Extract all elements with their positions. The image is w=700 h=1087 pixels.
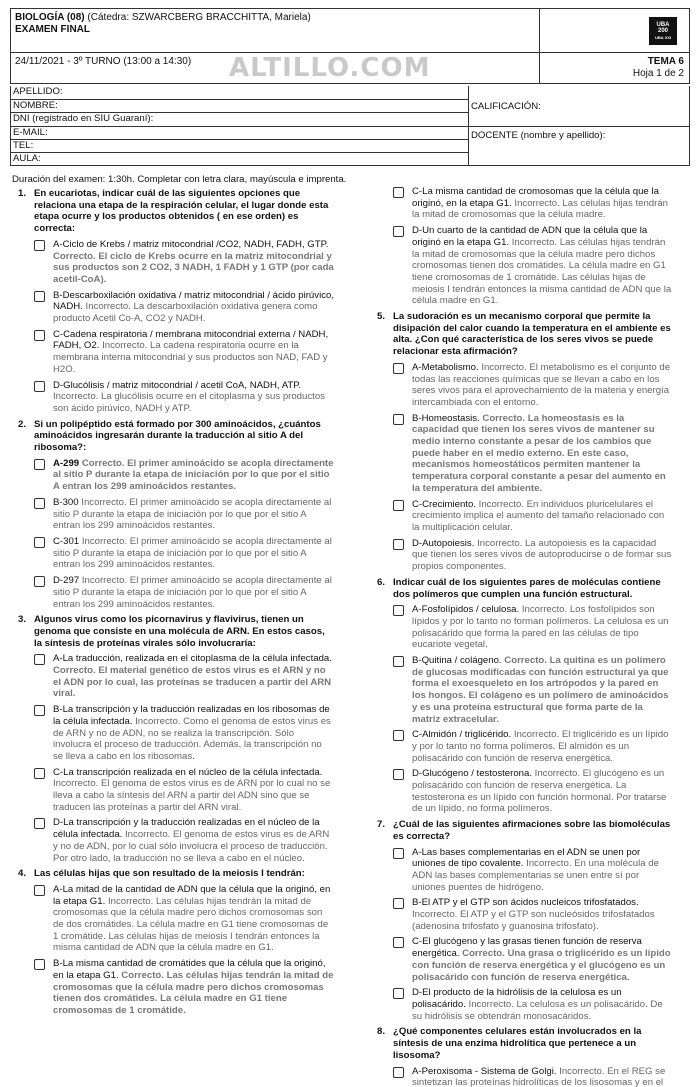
question-4: 4. Las células hijas que son resultado de la meiosis I tendrán: <box>17 868 305 880</box>
exam-type: EXAMEN FINAL <box>15 24 90 36</box>
page-count: Hoja 1 de 2 <box>632 68 684 80</box>
checkbox[interactable] <box>34 537 45 548</box>
watermark: ALTILLO.COM <box>229 53 431 83</box>
student-form <box>10 86 690 166</box>
exam-instructions: Duración del examen: 1:30h. Completar con letra clara, mayúscula e imprenta. <box>12 174 347 185</box>
tema-label: TEMA 6 <box>647 56 684 67</box>
checkbox[interactable] <box>393 988 404 999</box>
checkbox[interactable] <box>393 605 404 616</box>
checkbox[interactable] <box>393 226 404 237</box>
checkbox[interactable] <box>393 656 404 667</box>
checkbox[interactable] <box>393 730 404 741</box>
exam-title-block <box>11 9 539 52</box>
checkbox[interactable] <box>34 576 45 587</box>
checkbox[interactable] <box>34 240 45 251</box>
checkbox[interactable] <box>34 381 45 392</box>
checkbox[interactable] <box>393 848 404 859</box>
right-column <box>376 186 673 1087</box>
option-3b[interactable]: B-La transcripción y la traducción realizadas en los ribosomas de la célula infectada. Incorrecto. Como el genoma de estos virus es de ARN y no de ADN, no se realiza la transcripción. Sólo involucra el proceso de traducción. Además, la transcripción no se lleva a cabo en los ribosomas. <box>34 704 334 763</box>
checkbox[interactable] <box>34 959 45 970</box>
question-1: 1. En eucariotas, indicar cuál de las siguientes opciones que relaciona una etapa de la respiración celular, el lugar donde esta etapa ocurre y los productos obtenidos ( en ese orden) es correcta: <box>17 188 329 235</box>
option-2b[interactable]: B-300 Incorrecto. El primer aminoácido se acopla directamente al sitio P durante la etapa de iniciación por lo que por el sitio A entran los 299 aminoácidos restantes. <box>34 497 334 532</box>
field-nombre[interactable]: NOMBRE: <box>11 99 468 112</box>
field-email[interactable]: E-MAIL: <box>11 126 468 139</box>
docente-field[interactable]: DOCENTE (nombre y apellido): <box>471 130 606 141</box>
exam-header <box>10 8 690 84</box>
checkbox[interactable] <box>34 459 45 470</box>
option-6c[interactable]: C-Almidón / triglicérido. Incorrecto. El triglicérido es un lípido y por lo tanto no forma polímeros. El almidón es un polisacárido con función de reserva energética. <box>393 729 673 764</box>
option-4d[interactable]: D-Un cuarto de la cantidad de ADN que la célula que la originó en la etapa G1. Incorrecto. Las células hijas tendrán la mitad de cromosomas que la célula madre pero dichos cromosomas tienen dos cromátides. La célula madre en G1 tiene cromosomas de 1 cromátide. Las células hijas de meiosis I tendrán entonces la misma cantidad de ADN que la célula madre en G1. <box>393 225 673 307</box>
option-1b[interactable]: B-Descarboxilación oxidativa / matriz mitocondrial / ácido pirúvico, NADH. Incorrecto. La descarboxilación oxidativa genera como producto Acetil Co-A, CO2 y NADH. <box>34 290 334 325</box>
checkbox[interactable] <box>34 768 45 779</box>
checkbox[interactable] <box>393 414 404 425</box>
checkbox[interactable] <box>393 363 404 374</box>
checkbox[interactable] <box>34 885 45 896</box>
checkbox[interactable] <box>34 498 45 509</box>
checkbox[interactable] <box>393 1067 404 1078</box>
question-6: 6. Indicar cuál de los siguientes pares de moléculas contiene dos polímeros que cumplen una función estructural. <box>376 576 661 600</box>
option-6d[interactable]: D-Glucógeno / testosterona. Incorrecto. El glucógeno es un polisacárido con función de reserva energética. La testosterona es un lípido con función hormonal. Por tratarse de un lípido, no forma polímeros. <box>393 768 673 815</box>
option-3a[interactable]: A-La traducción, realizada en el citoplasma de la célula infectada. Correcto. El material genético de estos virus es el ARN y no el ADN por lo cual, las proteínas se traducen a partir del ARN viral. <box>34 653 334 700</box>
question-5: 5. La sudoración es un mecanismo corporal que permite la disipación del calor cuando la temperatura en el ambiente es alta. ¿Con qué característica de los seres vivos se puede relacionar esta afirmación? <box>376 311 671 358</box>
question-3: 3. Algunos virus como los picornavirus y flavivirus, tienen un genoma que consiste en una molécula de ARN. En estos casos, la síntesis de proteínas virales sólo involucraría: <box>17 614 325 649</box>
checkbox[interactable] <box>34 654 45 665</box>
field-apellido[interactable]: APELLIDO: <box>13 86 63 97</box>
option-4c[interactable]: C-La misma cantidad de cromosomas que la célula que la originó, en la etapa G1. Incorrecto. Las células hijas tendrán la mitad de cromosomas que la célula madre. <box>393 186 673 221</box>
option-1c[interactable]: C-Cadena respiratoria / membrana mitocondrial externa / NADH, FADH, O2. Incorrecto. La cadena respiratoria ocurre en la membrana interna mitocondrial y sus productos son NAD, FAD y H2O. <box>34 329 334 376</box>
field-dni[interactable]: DNI (registrado en SIU Guaraní): <box>11 112 468 125</box>
exam-date-turno: 24/11/2021 - 3º TURNO (13:00 a 14:30) <box>15 56 192 67</box>
option-2d[interactable]: D-297 Incorrecto. El primer aminoácido se acopla directamente al sitio P durante la etapa de iniciación por lo que por el sitio A entran los 299 aminoácidos restantes. <box>34 575 334 610</box>
option-3c[interactable]: C-La transcripción realizada en el núcleo de la célula infectada. Incorrecto. El genoma de estos virus es de ARN por lo cual no se lleva a cabo la síntesis del ARN a partir del ADN sino que se traducen las proteínas a partir del ARN viral. <box>34 767 334 814</box>
field-tel[interactable]: TEL: <box>11 139 468 152</box>
option-2a[interactable]: A-299 Correcto. El primer aminoácido se acopla directamente al sitio P durante la etapa de iniciación por lo que por el sitio A entran los 299 aminoácidos restantes. <box>34 458 334 493</box>
option-7b[interactable]: B-El ATP y el GTP son ácidos nucleicos trifosfatados. Incorrecto. El ATP y el GTP son nucleósidos trifosfatados (adenosina trifosfato y guanosina trifosfato). <box>393 897 673 932</box>
option-8a[interactable]: A-Peroxisoma - Sistema de Golgi. Incorrecto. En el REG se sintetizan las proteínas hidrolíticas de los lisosomas y en el <box>393 1066 673 1087</box>
checkbox[interactable] <box>34 291 45 302</box>
checkbox[interactable] <box>393 937 404 948</box>
checkbox[interactable] <box>393 898 404 909</box>
option-3d[interactable]: D-La transcripción y la traducción realizadas en el núcleo de la célula infectada. Incorrecto. El genoma de estos virus es de ARN y no de ADN, por lo cual sólo involucra el proceso de traducción. Por otro lado, la traducción no se lleva a cabo en el núcleo. <box>34 817 334 864</box>
option-2c[interactable]: C-301 Incorrecto. El primer aminoácido se acopla directamente al sitio P durante la etapa de iniciación por lo que por el sitio A entran los 299 aminoácidos restantes. <box>34 536 334 571</box>
field-aula[interactable]: AULA: <box>11 152 468 165</box>
checkbox[interactable] <box>393 539 404 550</box>
option-4b[interactable]: B-La misma cantidad de cromátides que la célula que la originó, en la etapa G1. Correcto. Las células hijas tendrán la mitad de cromosomas que la célula madre pero dichos cromosomas tienen dos cromátides. La célula madre en G1 tiene cromosomas de 1 cromátide. <box>34 958 334 1017</box>
checkbox[interactable] <box>34 705 45 716</box>
option-7a[interactable]: A-Las bases complementarias en el ADN se unen por uniones de tipo covalente. Incorrecto. En una molécula de ADN las bases complementarias se unen entre sí por uniones puentes de hidrógeno. <box>393 847 673 894</box>
calificacion-field[interactable]: CALIFICACIÓN: <box>471 101 541 112</box>
checkbox[interactable] <box>393 500 404 511</box>
option-5b[interactable]: B-Homeostasis. Correcto. La homeostasis es la capacidad que tienen los seres vivos de mantener su medio interno constante a pesar de los cambios que puede haber en el medio externo. En este caso, mecanismos homeostáticos permiten mantener la temperatura corporal constante a pesar del aumento en la temperatura del ambiente. <box>393 413 673 495</box>
left-column <box>17 186 334 1021</box>
option-5d[interactable]: D-Autopoiesis. Incorrecto. La autopoiesis es la capacidad que tienen los seres vivos de autoproducirse o de formar sus propios componentes. <box>393 538 673 573</box>
checkbox[interactable] <box>34 818 45 829</box>
catedra: (Cátedra: SZWARCBERG BRACCHITTA, Mariela) <box>87 12 311 23</box>
option-7c[interactable]: C-El glucógeno y las grasas tienen función de reserva energética. Correcto. Una grasa o triglicérido es un lípido con función de reserva energética y el glucógeno es un polisacárido con función de reserva energética. <box>393 936 673 983</box>
uba-logo: UBA 200 UBA XXI <box>649 17 677 45</box>
question-7: 7. ¿Cuál de las siguientes afirmaciones sobre las biomoléculas es correcta? <box>376 819 671 842</box>
subject-name: BIOLOGÍA (08) <box>15 12 85 23</box>
option-1a[interactable]: A-Ciclo de Krebs / matriz mitocondrial /CO2, NADH, FADH, GTP. Correcto. El ciclo de Krebs ocurre en la matriz mitocondrial y sus productos son 2 CO2, 3 NADH, 1 FADH y 1 GTP (por cada acetil-CoA). <box>34 239 334 286</box>
option-5c[interactable]: C-Crecimiento. Incorrecto. En individuos pluricelulares el crecimiento implica el aumento del tamaño relacionado con la multiplicación celular. <box>393 499 673 534</box>
option-6b[interactable]: B-Quitina / colágeno. Correcto. La quitina es un polímero de glucosas modificadas con función estructural ya que forma el exoesqueleto en los artrópodos y la pared en los hongos. El colágeno es un polímero de aminoácidos y es una proteína estructural que forma parte de la matriz extracelular. <box>393 655 673 725</box>
option-1d[interactable]: D-Glucólisis / matriz mitocondrial / acetil CoA, NADH, ATP. Incorrecto. La glucólisis ocurre en el citoplasma y sus productos son ácido pirúvico, NADH y ATP. <box>34 380 334 415</box>
checkbox[interactable] <box>34 330 45 341</box>
option-7d[interactable]: D-El producto de la hidrólisis de la celulosa es un polisacárido. Incorrecto. La celulosa es un polisacárido. De su hidrólisis se obtendrán monosacáridos. <box>393 987 673 1022</box>
question-8: 8. ¿Qué componentes celulares están involucrados en la síntesis de una enzima hidrolítica que pertenece a un lisosoma? <box>376 1026 642 1061</box>
checkbox[interactable] <box>393 187 404 198</box>
option-4a[interactable]: A-La mitad de la cantidad de ADN que la célula que la originó, en la etapa G1. Incorrecto. Las células hijas tendrán la mitad de cromosomas que la célula madre pero dichos cromosomas son de dos cromátides. La célula madre en G1 tiene cromosomas de 1 cromátide. Las células hijas de meiosis I tendrán entonces la misma cantidad de ADN que la célula madre en G1. <box>34 884 334 954</box>
option-6a[interactable]: A-Fosfolípidos / celulosa. Incorrecto. Los fosfolípidos son lípidos y por lo tanto no forman polímeros. La celulosa es un polisacárido que forma la pared en las células de tipo eucariote vegetal. <box>393 604 673 651</box>
question-2: 2. Si un polipéptido está formado por 300 aminoácidos, ¿cuántos aminoácidos ingresarán durante la traducción al sitio A del ribosoma?: <box>17 418 321 454</box>
checkbox[interactable] <box>393 769 404 780</box>
option-5a[interactable]: A-Metabolismo. Incorrecto. El metabolismo es el conjunto de todas las reacciones químicas que se llevan a cabo en los seres vivos para el aprovechamiento de la materia y energía intercambiada con el entorno. <box>393 362 673 409</box>
